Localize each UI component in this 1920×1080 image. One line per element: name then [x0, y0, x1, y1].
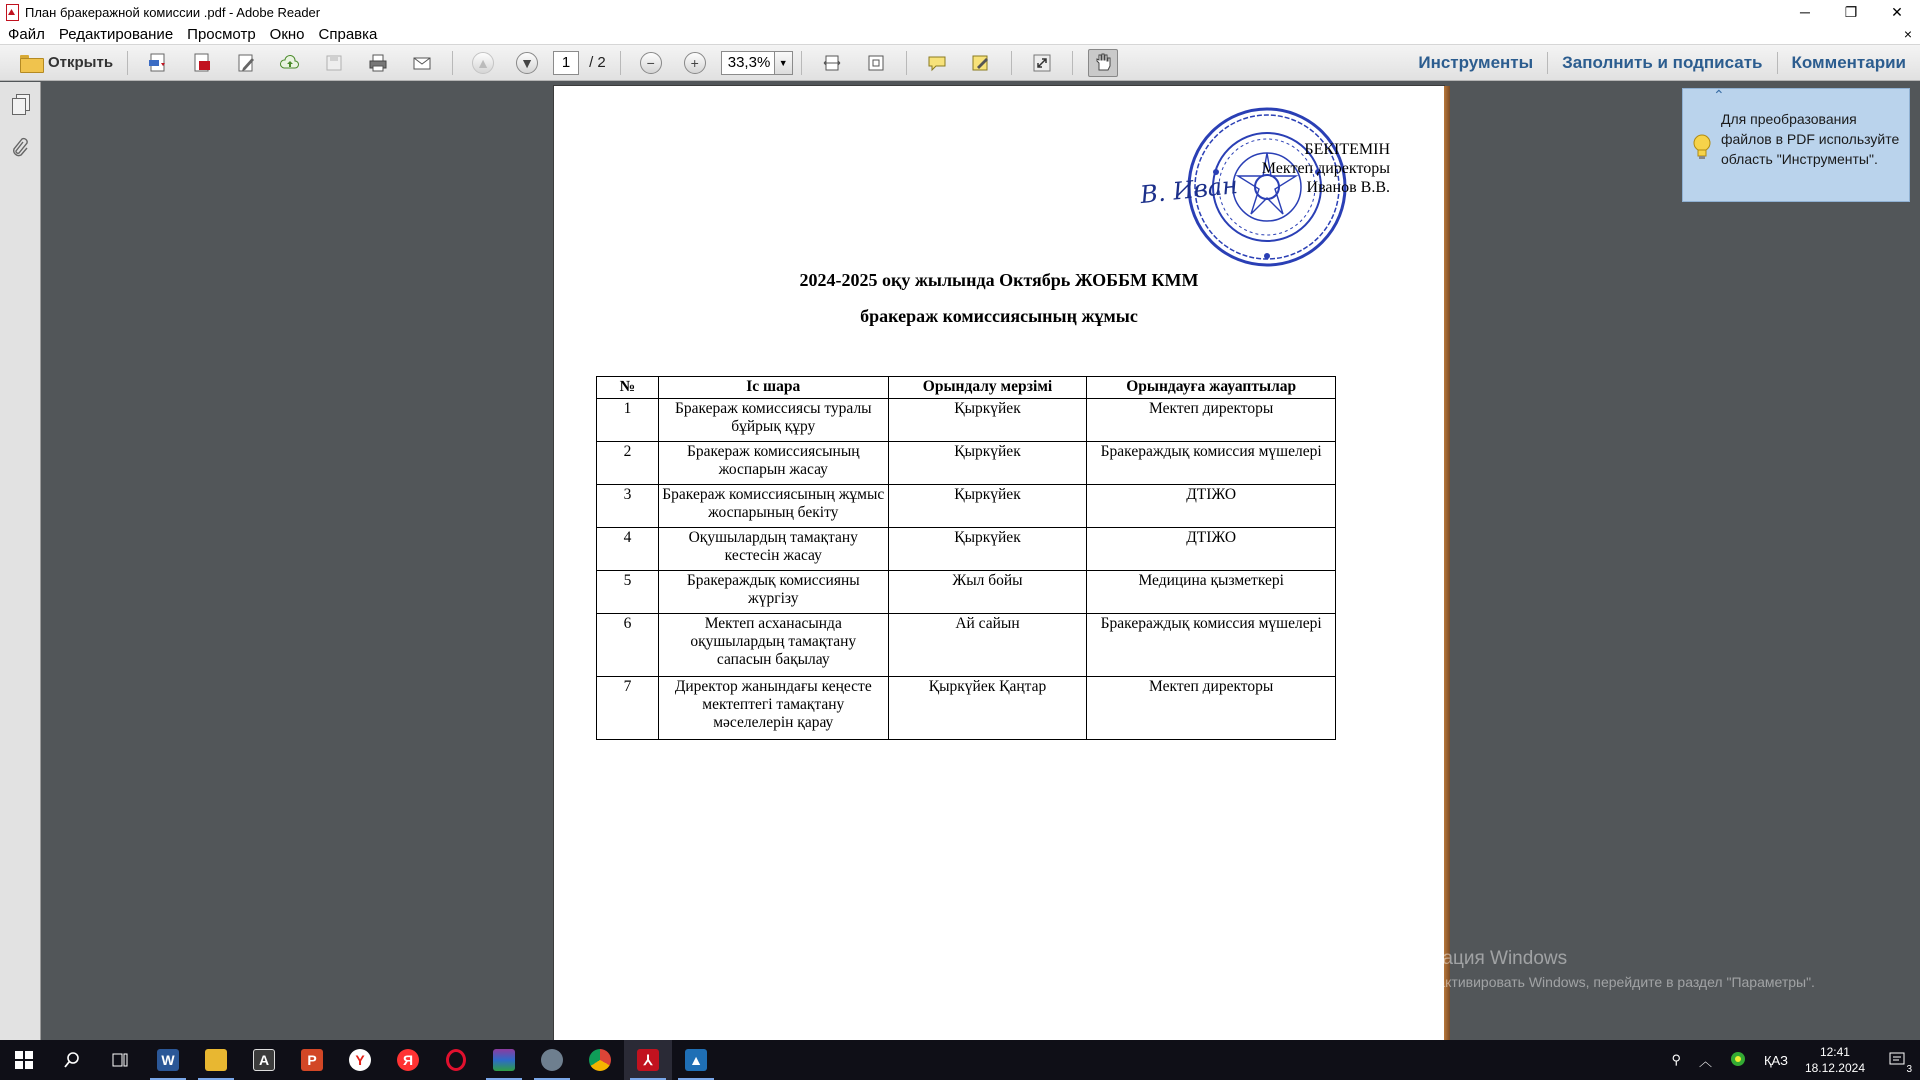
toolbar-separator — [620, 51, 621, 75]
pdf-page — [554, 86, 1444, 1040]
toolbar-separator — [906, 51, 907, 75]
save-icon — [324, 53, 344, 73]
lightbulb-icon — [1693, 133, 1711, 163]
fit-width-button[interactable] — [817, 49, 847, 77]
cloud-upload-icon — [279, 52, 301, 74]
zoom-in-button[interactable] — [680, 49, 710, 77]
zoom-dropdown-chevron-icon[interactable]: ▼ — [775, 51, 793, 75]
pages-icon — [12, 94, 28, 114]
taskbar-yandex[interactable] — [384, 1040, 432, 1080]
chrome-icon — [589, 1049, 611, 1071]
task-view-icon — [111, 1051, 129, 1069]
table-row — [597, 399, 1336, 442]
menu-view[interactable]: Просмотр — [187, 25, 256, 43]
activation-message: Чтобы активировать Windows, перейдите в раздел "Параметры". — [1392, 974, 1815, 990]
approval-position: Мектеп директоры — [1261, 160, 1390, 177]
adobe-reader-icon: ⅄ — [637, 1049, 659, 1071]
next-page-button[interactable] — [512, 49, 542, 77]
yandex-icon: Я — [397, 1049, 419, 1071]
expand-icon — [1032, 53, 1052, 73]
table-row — [597, 528, 1336, 571]
table-row — [597, 614, 1336, 677]
table-cell: Жыл бойы — [888, 571, 1087, 614]
minus-icon: − — [640, 52, 662, 74]
folder-icon — [205, 1049, 227, 1071]
table-cell: Бракераждық комиссия мүшелері — [1087, 442, 1336, 485]
tab-tools[interactable]: Инструменты — [1418, 53, 1534, 72]
table-cell: Бракераждық комиссияны жүргізу — [658, 571, 888, 614]
fit-width-icon — [822, 53, 842, 73]
highlighter-icon — [970, 52, 992, 74]
page-thumbnails-button[interactable] — [9, 92, 31, 116]
arrow-up-icon: ▲ — [472, 52, 494, 74]
create-pdf-button[interactable] — [143, 49, 173, 77]
menu-help[interactable]: Справка — [318, 25, 378, 43]
system-tray — [1662, 1040, 1920, 1080]
table-cell: ДТІЖО — [1087, 485, 1336, 528]
table-cell: Оқушылардың тамақтану кестесін жасау — [658, 528, 888, 571]
handwritten-signature: В. Иван — [1138, 170, 1240, 210]
table-cell: ДТІЖО — [1087, 528, 1336, 571]
upload-cloud-button[interactable] — [275, 49, 305, 77]
fit-page-button[interactable] — [861, 49, 891, 77]
activation-title: Активация Windows — [1392, 948, 1568, 969]
taskbar-powerpoint[interactable] — [288, 1040, 336, 1080]
restore-button[interactable]: ❐ — [1844, 3, 1858, 20]
export-pdf-button[interactable] — [187, 49, 217, 77]
clock-time: 12:41 — [1819, 1045, 1850, 1059]
tools-tip-panel — [1682, 88, 1910, 202]
fit-page-icon — [866, 53, 886, 73]
navigation-pane — [0, 82, 41, 1040]
network-status-icon[interactable] — [1730, 1051, 1746, 1070]
clock[interactable] — [1805, 1044, 1865, 1076]
table-cell: Қыркүйек — [888, 399, 1087, 442]
open-button-label: Открыть — [48, 54, 114, 71]
highlight-text-button[interactable] — [966, 49, 996, 77]
table-cell: Директор жанындағы кеңесте мектептегі тамақтану мәселелерін қарау — [658, 677, 888, 740]
plus-icon: + — [684, 52, 706, 74]
notifications-button[interactable] — [1888, 1050, 1912, 1075]
adobe-reader-icon — [5, 4, 19, 20]
toolbar-separator — [801, 51, 802, 75]
arrow-down-icon: ▼ — [516, 52, 538, 74]
taskbar-yandex-browser[interactable] — [336, 1040, 384, 1080]
table-header-row — [597, 377, 1336, 399]
table-header-cell: Орындауға жауаптылар — [1087, 377, 1336, 399]
table-header-cell: Іс шара — [658, 377, 888, 399]
close-document-icon[interactable]: × — [1903, 26, 1912, 42]
approval-block — [1262, 140, 1390, 197]
taskbar-app-dragon[interactable] — [528, 1040, 576, 1080]
photos-icon: ▲ — [685, 1049, 707, 1071]
table-cell: Медицина қызметкері — [1087, 571, 1336, 614]
printer-icon — [367, 52, 389, 74]
taskbar-word[interactable] — [144, 1040, 192, 1080]
notification-count-badge: 3 — [1906, 1063, 1912, 1075]
start-button[interactable] — [0, 1040, 48, 1080]
show-hidden-icons-chevron-icon[interactable]: ︿ — [1698, 1053, 1712, 1069]
title-bar — [0, 0, 1920, 24]
window-title: План бракеражной комиссии .pdf - Adobe Reader — [25, 4, 321, 20]
table-row — [597, 442, 1336, 485]
clock-date: 18.12.2024 — [1804, 1061, 1865, 1075]
taskbar-adobe-reader[interactable] — [624, 1040, 672, 1080]
table-cell: Қыркүйек — [888, 442, 1087, 485]
zoom-level-input[interactable]: 33,3% — [721, 51, 775, 75]
folder-icon — [20, 55, 42, 71]
table-cell: Ай сайын — [888, 614, 1087, 677]
minimize-button[interactable]: ─ — [1800, 4, 1810, 20]
word-icon: W — [157, 1049, 179, 1071]
menu-edit[interactable]: Редактирование — [58, 25, 174, 43]
table-cell: Бракераждық комиссия мүшелері — [1087, 614, 1336, 677]
hand-icon — [1093, 53, 1113, 73]
toolbar-separator — [127, 51, 128, 75]
close-button[interactable]: ✕ — [1891, 3, 1903, 20]
collapse-chevron-icon[interactable]: ⌃ — [1713, 87, 1725, 103]
table-cell: Мектеп директоры — [1087, 399, 1336, 442]
hand-tool-button[interactable] — [1088, 49, 1118, 77]
table-cell: Бракераж комиссиясының жоспарын жасау — [658, 442, 888, 485]
edit-pdf-icon — [235, 52, 257, 74]
search-button[interactable] — [48, 1040, 96, 1080]
taskbar-photos[interactable] — [672, 1040, 720, 1080]
print-button[interactable] — [363, 49, 393, 77]
table-cell: 5 — [597, 571, 659, 614]
zoom-out-button[interactable] — [636, 49, 666, 77]
menu-bar — [0, 24, 1920, 45]
windows-logo-icon — [15, 1051, 33, 1069]
table-cell: Бракераж комиссиясының жұмыс жоспарының бекіту — [658, 485, 888, 528]
table-cell: Мектеп асханасында оқушылардың тамақтану сапасын бақылау — [658, 614, 888, 677]
window-controls — [1782, 0, 1920, 24]
toolbar-separator — [452, 51, 453, 75]
table-cell: Қыркүйек — [888, 485, 1087, 528]
taskbar-file-explorer[interactable] — [192, 1040, 240, 1080]
open-button[interactable] — [14, 50, 119, 75]
table-row — [597, 485, 1336, 528]
toolbar — [0, 45, 1920, 81]
table-cell: Қыркүйек — [888, 528, 1087, 571]
powerpoint-icon: P — [301, 1049, 323, 1071]
menu-file[interactable]: Файл — [8, 25, 45, 43]
tip-text: Для преобразования файлов в PDF используйте область "Инструменты". — [1721, 111, 1900, 167]
speech-bubble-icon — [926, 52, 948, 74]
page-count: / 2 — [589, 54, 606, 71]
tab-fill-sign[interactable]: Заполнить и подписать — [1562, 53, 1763, 72]
table-header-cell: Орындалу мерзімі — [888, 377, 1087, 399]
toolbar-separator — [1072, 51, 1073, 75]
document-title-line-2: бракераж комиссиясының жұмыс — [860, 306, 1138, 326]
table-cell: Бракераж комиссиясы туралы бұйрық құру — [658, 399, 888, 442]
table-cell: Мектеп директоры — [1087, 677, 1336, 740]
table-cell: 1 — [597, 399, 659, 442]
table-cell: 7 — [597, 677, 659, 740]
table-header-cell: № — [597, 377, 659, 399]
save-button[interactable] — [319, 49, 349, 77]
previous-page-button[interactable] — [468, 49, 498, 77]
app-a-icon: A — [253, 1049, 275, 1071]
yandex-browser-icon: Y — [349, 1049, 371, 1071]
people-icon[interactable]: ⚲ — [1671, 1052, 1681, 1067]
archive-icon — [493, 1049, 515, 1071]
table-cell: 3 — [597, 485, 659, 528]
table-row — [597, 677, 1336, 740]
search-icon — [63, 1051, 81, 1069]
full-screen-button[interactable] — [1027, 49, 1057, 77]
document-title-line-1: 2024-2025 оқу жылында Октябрь ЖОББМ КММ — [799, 270, 1199, 290]
paperclip-icon — [11, 137, 29, 159]
export-pdf-icon — [191, 52, 213, 74]
tab-comments[interactable]: Комментарии — [1791, 53, 1906, 72]
taskbar-chrome[interactable] — [576, 1040, 624, 1080]
right-panel-tabs — [1404, 45, 1920, 81]
page-edge-shadow — [1444, 86, 1450, 1040]
table-cell: Қыркүйек Қаңтар — [888, 677, 1087, 740]
activation-watermark — [1392, 948, 1815, 990]
menu-window[interactable]: Окно — [269, 25, 305, 43]
commission-plan-table — [596, 376, 1336, 740]
approval-name: Иванов В.В. — [1306, 179, 1390, 196]
document-viewport[interactable] — [42, 82, 1920, 1040]
table-cell: 4 — [597, 528, 659, 571]
opera-icon — [446, 1049, 466, 1071]
notification-center-icon — [1888, 1050, 1906, 1068]
taskbar-opera[interactable] — [432, 1040, 480, 1080]
task-view-button[interactable] — [96, 1040, 144, 1080]
email-button[interactable] — [407, 49, 437, 77]
attachments-button[interactable] — [9, 136, 31, 160]
page-number-input[interactable]: 1 — [553, 51, 579, 75]
table-row — [597, 571, 1336, 614]
envelope-icon — [411, 52, 433, 74]
add-comment-button[interactable] — [922, 49, 952, 77]
table-cell: 2 — [597, 442, 659, 485]
approval-heading: БЕКІТЕМІН — [1304, 141, 1390, 158]
taskbar — [0, 1040, 1920, 1080]
toolbar-separator — [1011, 51, 1012, 75]
taskbar-app-a[interactable] — [240, 1040, 288, 1080]
app-dragon-icon — [541, 1049, 563, 1071]
edit-pdf-button[interactable] — [231, 49, 261, 77]
taskbar-winrar[interactable] — [480, 1040, 528, 1080]
table-cell: 6 — [597, 614, 659, 677]
language-indicator[interactable]: ҚАЗ — [1763, 1052, 1788, 1068]
create-pdf-icon — [147, 52, 169, 74]
